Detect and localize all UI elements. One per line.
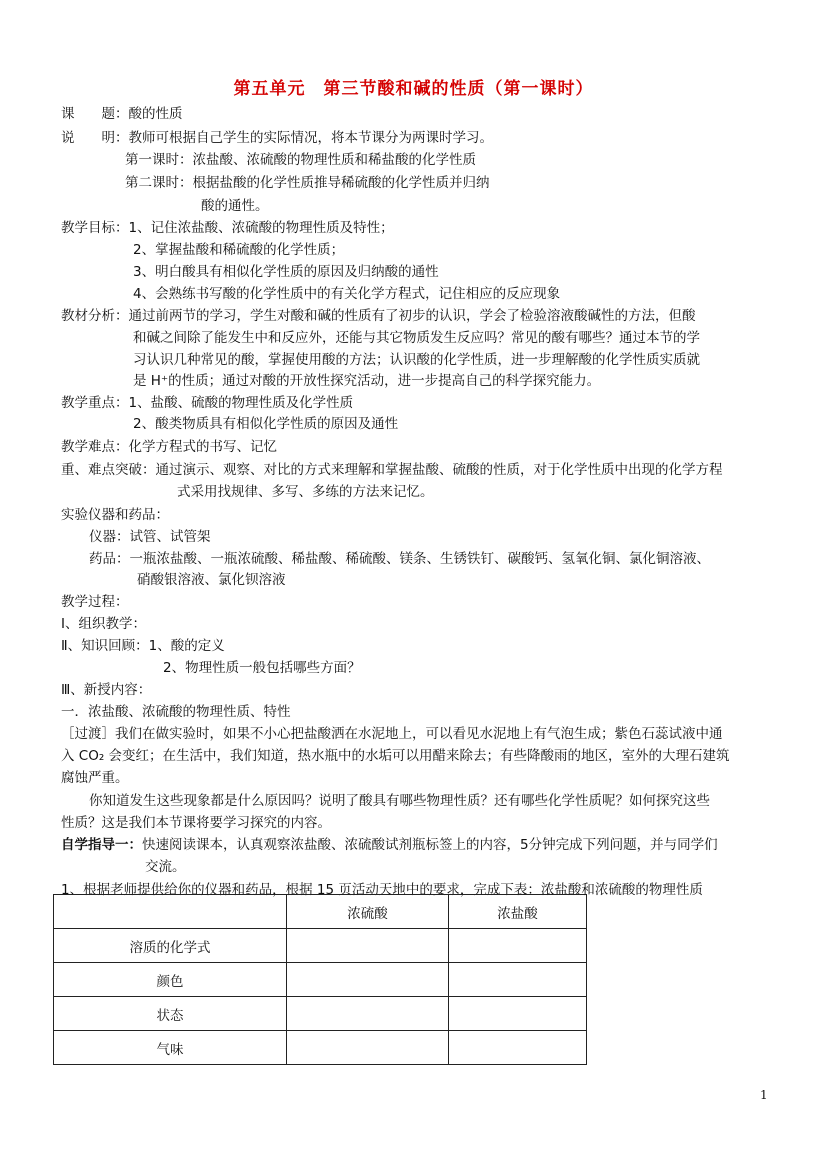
breakthrough-line-1: 重、难点突破：通过演示、观察、对比的方式来理解和掌握盐酸、硫酸的性质，对于化学性质中出现的化学方程 <box>61 462 723 478</box>
reagents-line-1: 药品：一瓶浓盐酸、一瓶浓硫酸、稀盐酸、稀硫酸、镁条、生锈铁钉、碳酸钙、氢氧化铜、氯化铜溶液、 <box>89 551 710 567</box>
objective-1: 教学目标：1、记住浓盐酸、浓硫酸的物理性质及特性； <box>61 220 394 236</box>
document-title: 第五单元 第三节酸和碱的性质（第一课时） <box>233 79 594 99</box>
physical-properties-table <box>53 894 587 1065</box>
step-3: Ⅲ、新授内容： <box>61 682 152 698</box>
row-label-state: 状态 <box>54 997 287 1031</box>
table-header-hydrochloric: 浓盐酸 <box>449 895 587 929</box>
note-lesson2: 第二课时：根据盐酸的化学性质推导稀硫酸的化学性质并归纳 <box>125 175 490 191</box>
analysis-line-1: 教材分析：通过前两节的学习，学生对酸和碱的性质有了初步的认识，学会了检验溶液酸碱性的方法，但酸 <box>61 308 696 324</box>
self-study-text: 快速阅读课本，认真观察浓盐酸、浓硫酸试剂瓶标签上的内容，5分钟完成下列问题，并与同学们 <box>142 837 718 853</box>
table-header-sulfuric: 浓硫酸 <box>287 895 449 929</box>
analysis-line-3: 习认识几种常见的酸，掌握使用酸的方法；认识酸的化学性质，进一步理解酸的化学性质实质就 <box>133 352 700 368</box>
step-2: Ⅱ、知识回顾：1、酸的定义 <box>61 638 225 654</box>
equipment-heading: 实验仪器和药品： <box>61 507 169 523</box>
row-label-color: 颜色 <box>54 963 287 997</box>
answer-cell[interactable] <box>287 1031 449 1065</box>
breakthrough-line-2: 式采用找规律、多写、多练的方法来记忆。 <box>177 484 434 500</box>
table-row <box>54 929 587 963</box>
answer-cell[interactable] <box>287 929 449 963</box>
step-1: Ⅰ、组织教学： <box>61 616 146 632</box>
answer-cell[interactable] <box>449 963 587 997</box>
reagents-line-2: 硝酸银溶液、氯化钡溶液 <box>137 572 286 588</box>
step-2-item-2: 2、物理性质一般包括哪些方面？ <box>163 660 361 676</box>
self-study-label: 自学指导一： <box>61 837 142 853</box>
difficulty-line: 教学难点：化学方程式的书写、记忆 <box>61 439 277 455</box>
note-lesson2-cont: 酸的通性。 <box>201 198 269 214</box>
transition-line-3: 腐蚀严重。 <box>61 770 129 786</box>
table-header-row <box>54 895 587 929</box>
instruments-line: 仪器：试管、试管架 <box>89 529 211 545</box>
table-row <box>54 997 587 1031</box>
row-label-formula: 溶质的化学式 <box>54 929 287 963</box>
self-study-line <box>61 835 718 855</box>
table-row <box>54 1031 587 1065</box>
self-study-line-2: 交流。 <box>145 859 186 875</box>
objective-3: 3、明白酸具有相似化学性质的原因及归纳酸的通性 <box>133 264 439 280</box>
answer-cell[interactable] <box>449 997 587 1031</box>
process-heading: 教学过程： <box>61 594 129 610</box>
answer-cell[interactable] <box>287 963 449 997</box>
row-label-odor: 气味 <box>54 1031 287 1065</box>
question-line-2: 性质？这是我们本节课将要学习探究的内容。 <box>61 815 331 831</box>
analysis-line-4: 是 H⁺的性质；通过对酸的开放性探究活动，进一步提高自己的科学探究能力。 <box>133 373 601 389</box>
transition-line-2: 入 CO₂ 会变红；在生活中，我们知道，热水瓶中的水垢可以用醋来除去；有些降酸雨的地区，室外的大理石建筑 <box>61 748 730 764</box>
answer-cell[interactable] <box>449 1031 587 1065</box>
topic-line: 课 题：酸的性质 <box>61 106 183 122</box>
page-number: 1 <box>760 1088 768 1102</box>
answer-cell[interactable] <box>287 997 449 1031</box>
note-line: 说 明：教师可根据自己学生的实际情况，将本节课分为两课时学习。 <box>61 130 493 146</box>
transition-line-1: ［过渡］我们在做实验时，如果不小心把盐酸洒在水泥地上，可以看见水泥地上有气泡生成；紫色石蕊试液中通 <box>61 726 723 742</box>
section-1-heading: 一．浓盐酸、浓硫酸的物理性质、特性 <box>61 704 291 720</box>
task-instruction: 1、根据老师提供给你的仪器和药品，根据 15 页活动天地中的要求，完成下表：浓盐酸和浓硫酸的物理性质 <box>61 882 703 898</box>
table-row <box>54 963 587 997</box>
keypoint-2: 2、酸类物质具有相似化学性质的原因及通性 <box>133 416 399 432</box>
table-header-empty <box>54 895 287 929</box>
note-lesson1: 第一课时：浓盐酸、浓硫酸的物理性质和稀盐酸的化学性质 <box>125 152 476 168</box>
answer-cell[interactable] <box>449 929 587 963</box>
objective-2: 2、掌握盐酸和稀硫酸的化学性质； <box>133 242 345 258</box>
question-line-1: 你知道发生这些现象都是什么原因吗？说明了酸具有哪些物理性质？还有哪些化学性质呢？如何探究这些 <box>89 793 710 809</box>
analysis-line-2: 和碱之间除了能发生中和反应外，还能与其它物质发生反应吗？常见的酸有哪些？通过本节的学 <box>133 330 700 346</box>
keypoint-1: 教学重点：1、盐酸、硫酸的物理性质及化学性质 <box>61 395 354 411</box>
objective-4: 4、会熟练书写酸的化学性质中的有关化学方程式，记住相应的反应现象 <box>133 286 561 302</box>
